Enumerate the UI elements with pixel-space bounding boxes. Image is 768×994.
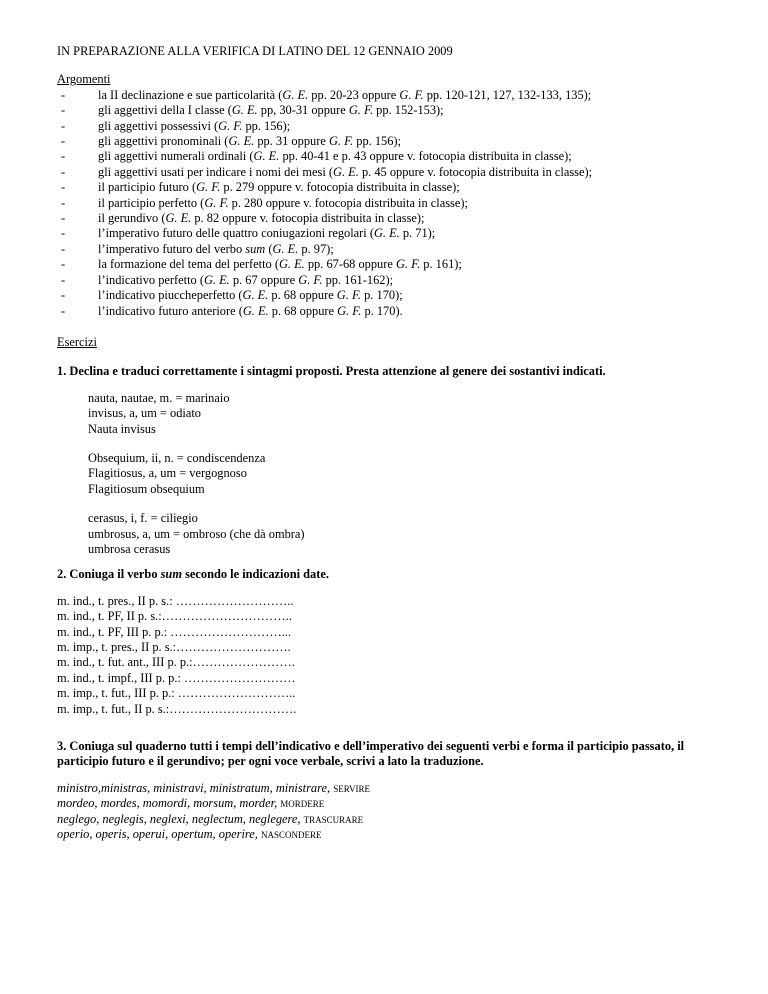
topic-text: l’indicativo perfetto (	[98, 272, 204, 287]
topic-item	[57, 134, 737, 149]
topic-text: p. 97);	[298, 241, 334, 256]
topic-text: gli aggettivi numerali ordinali (	[98, 149, 254, 164]
topic-text: sum	[245, 241, 266, 256]
exercise-2-title	[57, 567, 737, 582]
conjugation-line: m. imp., t. pres., II p. s.:……………………….	[57, 640, 291, 654]
topic-text: pp. 156);	[242, 118, 291, 133]
topic-text: G. F.	[204, 195, 229, 210]
bullet-dash: -	[61, 241, 66, 256]
topic-text: l’imperativo futuro del verbo	[98, 241, 246, 256]
topic-text: G. E.	[165, 211, 192, 226]
topic-text: p. 82 oppure v. fotocopia distribuita in classe);	[191, 211, 425, 226]
vocab-line: nauta, nautae, m. = marinaio	[88, 390, 230, 405]
bullet-dash: -	[61, 257, 66, 272]
document-title: IN PREPARAZIONE ALLA VERIFICA DI LATINO DEL 12 GENNAIO 2009	[57, 44, 453, 58]
topic-item	[57, 180, 737, 195]
conjugation-line: m. ind., t. PF, III p. p.: ………………………...	[57, 624, 292, 639]
vocab-line: Obsequium, ii, n. = condiscendenza	[88, 450, 266, 465]
topic-text: G. E.	[228, 134, 255, 149]
topic-text: p. 280 oppure v. fotocopia distribuita in classe);	[228, 195, 468, 210]
topic-text: pp. 120-121, 127, 132-133, 135);	[423, 87, 592, 102]
conjugation-line: m. ind., t. pres., II p. s.: ………………………..	[57, 593, 294, 608]
topic-text: gli aggettivi possessivi (	[98, 118, 219, 133]
topic-text: il gerundivo (	[98, 211, 166, 226]
exercise-2-title-verb: sum	[160, 567, 182, 582]
section-heading-argomenti: Argomenti	[57, 72, 111, 87]
topic-item	[57, 165, 737, 180]
topic-text: pp. 161-162);	[322, 272, 394, 287]
topic-text: la II declinazione e sue particolarità (	[98, 87, 283, 102]
conjugation-line: m. ind., t. PF, II p. s.:…………………………..	[57, 609, 292, 624]
verb-line: mordeo, mordes, momordi, morsum, morder, mordere	[57, 796, 325, 811]
vocab-group	[88, 511, 737, 557]
topic-text: G. E.	[242, 303, 269, 318]
document-page	[57, 44, 737, 842]
spacer	[57, 350, 737, 364]
topic-text: G. F.	[196, 180, 221, 195]
topic-item	[57, 149, 737, 164]
topic-text: gli aggettivi pronominali (	[98, 134, 229, 149]
topic-text: p. 161);	[420, 257, 462, 272]
topic-item	[57, 211, 737, 226]
topic-text: l’indicativo futuro anteriore (	[98, 303, 243, 318]
conjugation-line: m. ind., t. fut. ant., III p. p.:…………………….	[57, 655, 295, 670]
verb-forms: mordeo, mordes, momordi, morsum, morder	[57, 796, 275, 811]
topic-item	[57, 196, 737, 211]
verb-translation: trascurare	[303, 811, 364, 826]
exercise-3-title: 3. Coniuga sul quaderno tutti i tempi dell’indicativo e dell’imperativo dei seguenti verbi e forma il participio passato, il participio futuro e il gerundivo; per ogni voce verbale, scrivi a lato la traduzione.	[57, 739, 685, 769]
topic-text: p. 67 oppure	[229, 272, 299, 287]
topic-text: p. 170).	[361, 303, 403, 318]
topic-text: la formazione del tema del perfetto (	[98, 257, 279, 272]
topic-text: G. F.	[298, 272, 323, 287]
topic-text: pp. 31 oppure	[254, 134, 329, 149]
topic-text: G. E.	[253, 149, 280, 164]
topic-text: G. F.	[348, 103, 374, 118]
exercise-2-lines	[57, 594, 737, 717]
conjugation-line: m. ind., t. impf., III p. p.: ………………………	[57, 670, 296, 685]
verb-translation: servire	[333, 780, 370, 795]
verb-line	[57, 812, 737, 827]
topic-text: pp. 156);	[353, 134, 401, 149]
verb-forms: ministro,ministras, ministravi, ministratum, ministrare	[57, 780, 327, 795]
topic-text: G. E.	[231, 103, 258, 118]
topic-text: pp. 152-153);	[373, 103, 444, 118]
topic-item	[57, 288, 737, 303]
bullet-dash: -	[61, 118, 66, 133]
verb-line: ministro,ministras, ministravi, ministratum, ministrare, servire	[57, 780, 370, 795]
conjugation-line: m. imp., t. fut., II p. s.:………………………….	[57, 701, 297, 716]
bullet-dash: -	[61, 87, 66, 102]
topic-text: G. F.	[218, 118, 243, 133]
vocab-line: umbrosus, a, um = ombroso (che dà ombra)	[88, 526, 305, 541]
topic-item	[57, 88, 737, 103]
topic-item	[57, 226, 737, 241]
bullet-dash: -	[61, 226, 66, 241]
topic-text: l’imperativo futuro delle quattro coniugazioni regolari (	[98, 226, 374, 241]
topic-text: G. E.	[282, 87, 309, 102]
bullet-dash: -	[61, 195, 66, 210]
topic-text: gli aggettivi della I classe (	[98, 103, 232, 118]
topic-text: p. 45 oppure v. fotocopia distribuita in classe);	[358, 164, 593, 179]
topic-text: G. E.	[203, 272, 230, 287]
exercise-2-title-end: secondo le indicazioni date.	[181, 567, 329, 582]
topic-text: G. E.	[242, 288, 269, 303]
topic-item	[57, 119, 737, 134]
topic-text: G. F.	[395, 257, 421, 272]
topic-text: pp. 40-41 e p. 43 oppure v. fotocopia distribuita in classe);	[279, 149, 572, 164]
verb-line: operio, operis, operui, opertum, operire, nascondere	[57, 827, 322, 842]
verb-translation: nascondere	[260, 827, 322, 842]
topic-text: p. 170);	[361, 288, 403, 303]
topic-text: G. E.	[272, 241, 299, 256]
topic-text: G. F.	[399, 87, 424, 102]
topic-text: il participio perfetto (	[98, 195, 205, 210]
exercise-1-title: 1. Declina e traduci correttamente i sintagmi proposti. Presta attenzione al genere dei sostantivi indicati.	[57, 364, 606, 379]
bullet-dash: -	[61, 303, 66, 318]
verb-translation: mordere	[280, 796, 325, 811]
topic-text: G. E.	[373, 226, 400, 241]
section-heading-esercizi: Esercizi	[57, 334, 97, 349]
topic-text: G. E.	[333, 164, 359, 179]
vocab-line: cerasus, i, f. = ciliegio	[88, 511, 198, 526]
bullet-dash: -	[61, 149, 66, 164]
topic-text: l’indicativo piuccheperfetto (	[98, 288, 243, 303]
topic-text: (	[265, 241, 273, 256]
verb-forms: operio, operis, operui, opertum, operire	[57, 827, 255, 842]
topic-item	[57, 273, 737, 288]
bullet-dash: -	[61, 103, 66, 118]
topic-text: p. 71);	[399, 226, 436, 241]
exercise-2-title-start: 2. Coniuga il verbo	[57, 567, 161, 582]
topic-item	[57, 242, 737, 257]
exercise-3-verbs	[57, 781, 737, 843]
bullet-dash: -	[61, 288, 66, 303]
conjugation-line: m. imp., t. fut., III p. p.: ………………………..	[57, 686, 296, 701]
bullet-dash: -	[61, 164, 66, 179]
exercise-1-vocabulary	[88, 391, 737, 558]
topic-text: p. 68 oppure	[268, 288, 337, 303]
topic-text: G. F.	[336, 288, 362, 303]
verb-forms: neglego, neglegis, neglexi, neglectum, neglegere,	[57, 811, 301, 826]
topic-text: G. E.	[278, 257, 305, 272]
bullet-dash: -	[61, 180, 66, 195]
topic-text: p. 279 oppure v. fotocopia distribuita in classe);	[220, 180, 460, 195]
topic-text: pp. 20-23 oppure	[308, 87, 400, 102]
topic-item	[57, 257, 737, 272]
bullet-dash: -	[61, 134, 66, 149]
topic-item	[57, 103, 737, 118]
bullet-dash: -	[61, 211, 66, 226]
vocab-line: Flagitiosus, a, um = vergognoso	[88, 466, 247, 481]
bullet-dash: -	[61, 272, 66, 287]
topic-text: gli aggettivi usati per indicare i nomi dei mesi (	[98, 164, 334, 179]
vocab-line: Flagitiosum obsequium	[88, 481, 205, 496]
topic-text: pp. 67-68 oppure	[304, 257, 396, 272]
topic-text: pp, 30-31 oppure	[257, 103, 349, 118]
vocab-group	[88, 391, 737, 437]
vocab-line: umbrosa cerasus	[88, 541, 171, 556]
topic-item	[57, 304, 737, 319]
topic-text: il participio futuro (	[98, 180, 197, 195]
vocab-line: Nauta invisus	[88, 421, 156, 436]
vocab-line: invisus, a, um = odiato	[88, 406, 201, 421]
topic-text: G. F.	[328, 134, 354, 149]
topics-list	[57, 88, 737, 319]
vocab-group	[88, 451, 737, 497]
topic-text: G. F.	[337, 303, 362, 318]
topic-text: p. 68 oppure	[268, 303, 338, 318]
